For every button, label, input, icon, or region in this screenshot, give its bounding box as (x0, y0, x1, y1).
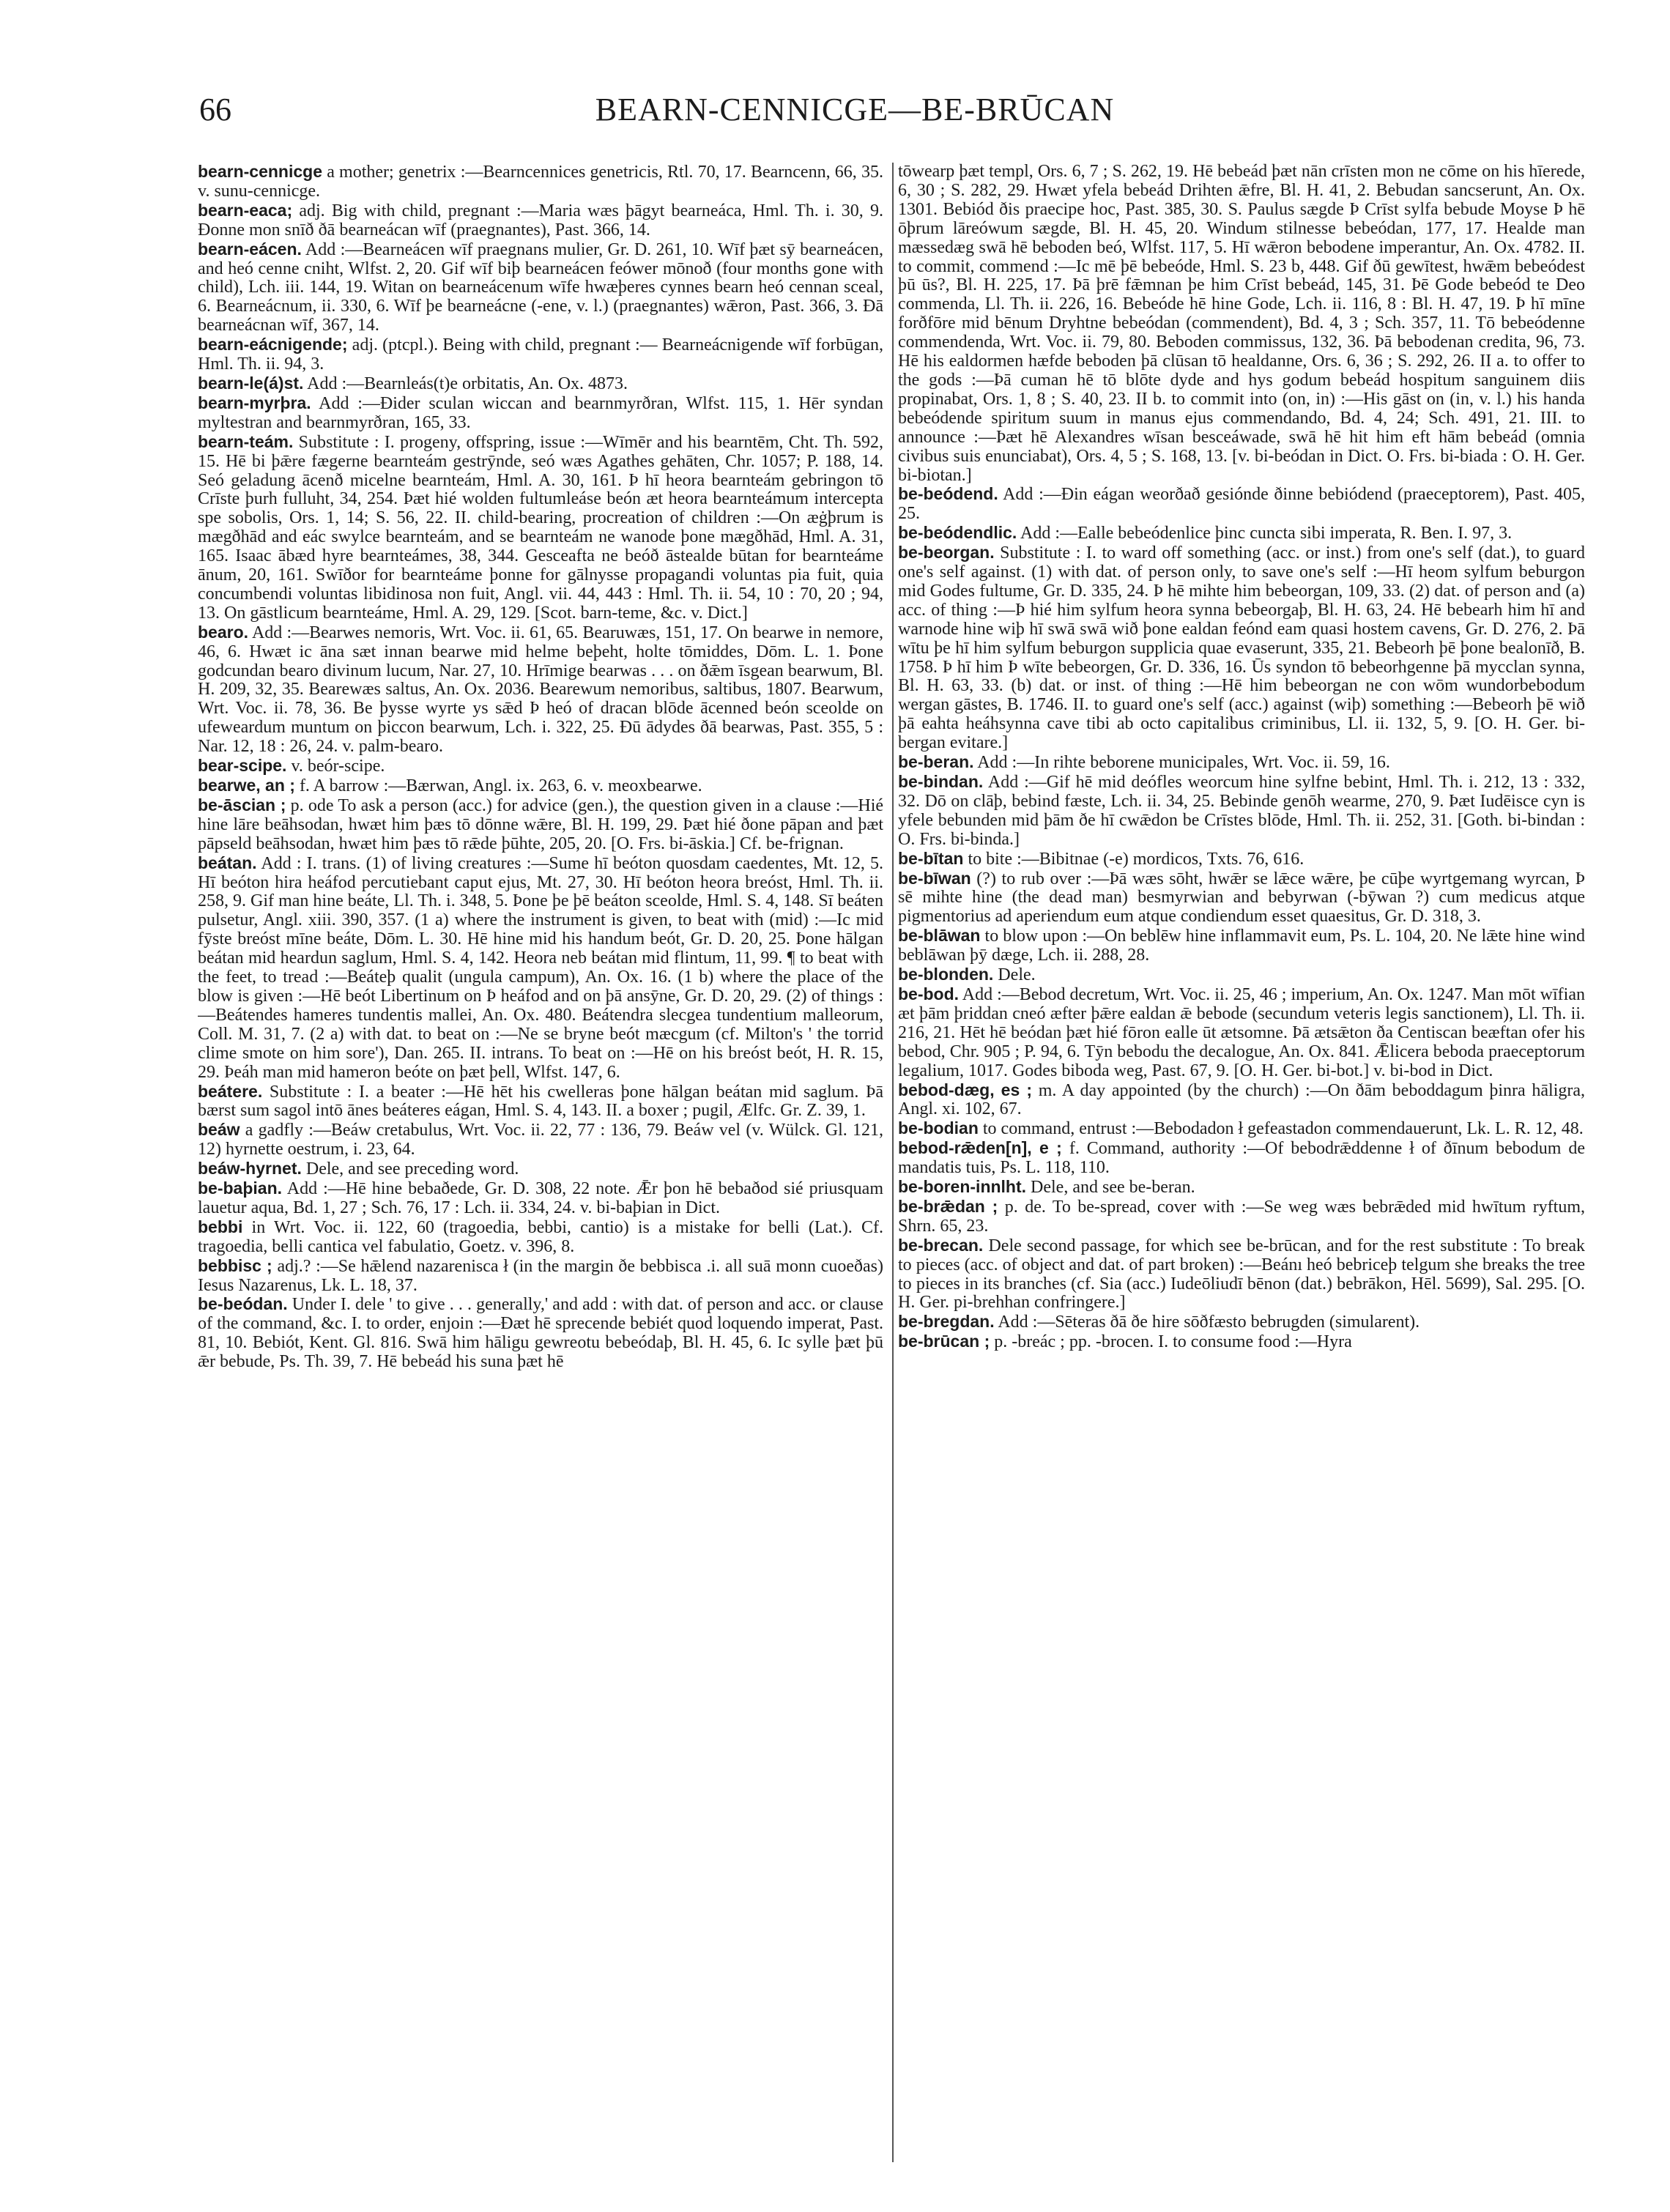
entry-headword: bebbi (198, 1217, 243, 1236)
dictionary-entry (898, 163, 1585, 485)
entry-headword: bearo. (198, 622, 249, 642)
entry-text: Dele, and see be-beran. (1031, 1178, 1195, 1198)
entry-text: f. A barrow :—Bærwan, Angl. ix. 263, 6. v. meoxbearwe. (299, 776, 702, 795)
entry-text: p. de. To be-spread, cover with :—Se weg wæs bebrǣded mid hwītum ryftum, Shrn. 65, 23. (898, 1197, 1585, 1236)
entry-text: a gadfly :—Beáw cretabulus, Wrt. Voc. ii. 22, 77 : 136, 79. Beáw vel (v. Wülck. Gl. 121, 12) hyrnette oestrum, i. 23, 64. (198, 1121, 883, 1159)
dictionary-entry (198, 1083, 883, 1121)
right-column (898, 163, 1585, 2177)
dictionary-entry (898, 773, 1585, 850)
entry-headword: be-āscian ; (198, 795, 286, 814)
entry-headword: bearn-myrþra. (198, 393, 311, 412)
entry-headword: be-boren-innlht. (898, 1177, 1027, 1197)
dictionary-entry (898, 927, 1585, 965)
entry-text: to command, entrust :—Bebodadon ł gefeastadon commendauerunt, Lk. L. R. 12, 48. (982, 1119, 1584, 1139)
entry-headword: be-beorgan. (898, 543, 995, 563)
dictionary-entry (198, 1179, 883, 1218)
dictionary-entry (198, 374, 883, 394)
entry-headword: be-brecan. (898, 1235, 984, 1255)
entry-text: Add :—Gif hē mid deófles weorcum hine sylfne bebint, Hml. Th. i. 212, 13 : 332, 32. Dō on clāþ, bebind fæste, Lch. ii. 34, 25. Bebinde genōh wearme, 270, 9. Þæt Iudēisce cyn is yfele bebunden mid þām ðe hī cwǣdon be Crīstes blōde, Hml. Th. ii. 252, 31. [Goth. bi-bindan : O. Frs. bi-binda.] (898, 773, 1585, 849)
dictionary-entry (198, 854, 883, 1083)
entry-headword: beátere. (198, 1081, 263, 1101)
entry-text: in Wrt. Voc. ii. 122, 60 (tragoedia, bebbi, cantio) is a mistake for belli (Lat.). Cf. tragoedia, belli cantica vel fabulatio, Goetz. v. 396, 8. (198, 1217, 883, 1256)
entry-headword: be-bīwan (898, 868, 971, 888)
entry-headword: bearn-eácen. (198, 239, 302, 259)
entry-text: Dele, and see preceding word. (305, 1159, 519, 1179)
entry-text: Dele second passage, for which see be-brūcan, and for the rest substitute : To break to pieces (acc. of object and dat. of part broken) :—Beánı heó bebriceþ telgum she breaks the tree to pieces in its branches (cf. Sia (acc.) Iudeōliudī bēnon (dat.) bebrākon, Hēl. 5699), Sal. 295. [O. H. Ger. pi-brehhan confringere.] (898, 1236, 1585, 1313)
dictionary-entry (198, 623, 883, 757)
column-divider (892, 163, 894, 2162)
entry-text: to bite :—Bibitnae (-e) mordicos, Txts. 76, 616. (968, 849, 1305, 869)
entry-text: f. Command, authority :—Of bebodrǣddenne ł of ðīnum bebodum de mandatis tuis, Ps. L. 118, 110. (898, 1139, 1585, 1178)
entry-text: p. ode To ask a person (acc.) for advice (gen.), the question given in a clause :—Hié hine lāre beāhsodan, hwæt him þæs tō dōnne wǣre, Bl. H. 199, 29. Þæt hié ðone pāpan and þæt pāpseld beāhsodan, hwæt him þæs tō rǣde þūhte, 205, 20. [O. Frs. bi-āskia.] Cf. be-frignan. (198, 795, 883, 853)
entry-headword: beáw (198, 1120, 240, 1140)
entry-text: Add :—Ðin eágan weorðað gesióndе ðinne bebiódend (praeceptorem), Past. 405, 25. (898, 485, 1585, 524)
entry-headword: be-bregdan. (898, 1312, 995, 1332)
entry-headword: bebod-dæg, es ; (898, 1080, 1033, 1099)
dictionary-entry (198, 433, 883, 623)
entry-text: Dele. (998, 965, 1036, 985)
entry-headword: bearn-teám. (198, 431, 294, 451)
dictionary-entry (898, 1332, 1585, 1352)
dictionary-entry (198, 776, 883, 796)
entry-headword: beáw-hyrnet. (198, 1159, 302, 1179)
entry-text: Substitute : I. to ward off something (acc. or inst.) from one's self (dat.), to guard one's self against. (1) with dat. of person only, to save one's self :—Hī heom sylfum beburgon mid Godes fultume, Gr. D. 335, 24. Þ hē mihte him bebeorgan, 109, 33. (2) dat. of person and (a) acc. of thing :—Þ hié him sylfum heora synna bebeorgaþ, Bl. H. 63, 24. Hē bebearh him hī and warnode hine wiþ hī swā swā wið þone ealdan feónd eam quasi hostem cavens, Gr. D. 276, 2. Þā wītu þe hī him sylfum beburgon supplicia quae evaserunt, 335, 21. Bebeorh þē þone bealonīð, B. 1758. Þ hī him Þ wīte bebeorgen, Gr. D. 336, 16. Ūs syndon tō bebeorhgenne þā mycclan synna, Bl. H. 63, 33. (b) dat. or inst. of thing :—Hē him bebeorgan ne con wōm wundorbebodum wergan gāstes, B. 1746. II. to guard one's self (acc.) against (wiþ) something :—Bebeorh þē wið þā eahta heáhsynna cave tibi ab octo capitalibus criminibus, Ll. ii. 132, 5, 9. [O. H. Ger. bi-bergan evitare.] (898, 543, 1585, 753)
entry-text: to blow upon :—On beblēw hine inflammavit eum, Ps. L. 104, 20. Ne lǣte hine wind beblāwan þȳ dæge, Lch. ii. 288, 28. (898, 927, 1585, 965)
dictionary-entry (898, 1119, 1585, 1139)
entry-text: (?) to rub over :—Þā wæs sōht, hwǣr se lǣce wǣre, þe cūþe wyrtgemang wyrcan, Þ sē mihte hine (the dead man) besmyrwian and bebyrwan (-bȳwan ?) cum medicus atque pigmentorius ad aperiendum eum atque condiendum esset quaesitus, Gr. D. 318, 3. (898, 869, 1585, 927)
dictionary-entry (198, 1257, 883, 1296)
page-number: 66 (199, 92, 231, 127)
dictionary-entry (198, 163, 883, 201)
dictionary-entry (898, 869, 1585, 927)
dictionary-entry (898, 543, 1585, 753)
entry-text: Under I. dele ' to give . . . generally,' and add : with dat. of person and acc. or clause of the command, &c. I. to order, enjoin :—Ðæt hē sprecende bebiét quod loquendo imperat, Past. 81, 10. Bebiót, Kent. Gl. 816. Swā him hāligu gewreotu bebeódaþ, Bl. H. 45, 6. Ic sylle þæt þū ǣr bebude, Ps. Th. 39, 7. Hē bebeád his suna þæt hē (198, 1295, 883, 1372)
entry-text: adj. (ptcpl.). Being with child, pregnant :— Bearneácnigende wīf forbūgan, Hml. Th. ii. 94, 3. (198, 335, 883, 374)
entry-headword: bearwe, an ; (198, 776, 295, 795)
entry-headword: be-blonden. (898, 965, 994, 984)
running-title: BEARN-CENNICGE—BE-BRŪCAN (595, 92, 1115, 127)
entry-text: Add : I. trans. (1) of living creatures :—Sume hī beóton quosdam caedentes, Mt. 12, 5. Hī beóton hira heáfod percutiebant caput ejus, Mt. 27, 30. Hī beóton heora breóst, Hml. Th. ii. 258, 9. Gif man hine beáte, Ll. Th. i. 348, 5. Þone þe þē beáton sceolde, Hml. S. 4, 148. Sī beáten pulsetur, Angl. xiii. 390, 357. (1 a) where the instrument is given, to beat with (mid) :—Ic mid fȳste breóst mīne beáte, Dōm. L. 30. Hē hine mid his handum beót, Gr. D. 20, 25. Þone hālgan beátan mid heardun saglum, Hml. S. 4, 142. Heora neb beátan mid flintum, 11, 99. ¶ to beat with the feet, to tread :—Beáteþ qualit (ungula campum), An. Ox. 16. (1 b) where the place of the blow is given :—Hē beót Libertinum on Þ heáfod and on þā ansȳne, Gr. D. 20, 29. (2) of things :—Beátendes hameres tundentis mallei, An. Ox. 480. Beátendra slecgea tundentium malleorum, Coll. M. 31, 7. (2 a) with dat. to beat on :—Ne se bryne beót mæcgum (cf. Milton's ' the torrid clime smote on him sore'), Dan. 265. II. intrans. To beat on :—Hē on his breóst beót, H. R. 15, 29. Þeáh man mid hameron beóte on þæt þell, Wlfst. 147, 6. (198, 853, 883, 1082)
dictionary-entry (198, 796, 883, 854)
entry-headword: be-bītan (898, 848, 964, 868)
entry-text: v. beór-scipe. (291, 757, 385, 776)
entry-headword: be-blāwan (898, 926, 981, 946)
dictionary-entry (198, 394, 883, 433)
entry-text: Add :—In rihte beborene municipales, Wrt. Voc. ii. 59, 16. (977, 753, 1390, 773)
entry-headword: be-bindan. (898, 772, 984, 791)
entry-headword: bear-scipe. (198, 756, 287, 776)
entry-headword: be-brǣdan ; (898, 1196, 998, 1216)
dictionary-entry (898, 850, 1585, 869)
entry-headword: bearn-cennicge (198, 163, 322, 181)
entry-headword: be-brūcan ; (898, 1332, 990, 1351)
dictionary-entry (898, 1139, 1585, 1178)
entry-text: adj.? :—Se hǣlend nazarenisca ł (in the margin ðe bebbisca .i. all suā monn cuoeðas) Iesus Nazarenus, Lk. L. 18, 37. (198, 1256, 883, 1295)
entry-text: m. A day appointed (by the church) :—On ðām beboddagum þinra hāligra, Angl. xi. 102, 67. (898, 1080, 1585, 1119)
entry-headword: bebbisc ; (198, 1255, 272, 1275)
page-header (199, 91, 1510, 135)
entry-headword: bearn-eácnigende; (198, 335, 348, 355)
dictionary-entry (898, 1178, 1585, 1198)
entry-headword: bebod-rǣden[n], e ; (898, 1138, 1062, 1158)
dictionary-entry (898, 985, 1585, 1081)
entry-text: p. -breác ; pp. -brocen. I. to consume food :—Hyra (994, 1332, 1352, 1352)
entry-headword: be-beódendlic. (898, 523, 1017, 543)
entry-text: Substitute : I. progeny, offspring, issue :—Wīmēr and his bearntēm, Cht. Th. 592, 15. Hē bi þǣre fægerne bearnteám gestrȳnde, seó wæs Agathes gehāten, Chr. 1057; P. 188, 14. Seó geladung ācenð micelne bearnteám, Hml. A. 30, 161. Þ hī heora bearnteám gebringon tō Crīste þurh fulluht, 34, 254. Þæt hié wolden fultumleáse beón æt heora bearnteámum intercepta spe sobolis, Ors. 1, 14; S. 56, 22. II. child-bearing, procreation of children :—On æġþrum is mægðhād and eác swylce bearnteám, and se bearnteám ne wanode þone mægðhād, Hml. A. 31, 165. Isaac ābæd hyre bearnteámes, 38, 344. Gesceafta ne beóð āstealde būtan for bearnteáme ānum, 20, 161. Swīðor for bearnteáme þonne for gālnysse propagandi voluntas pia fuit, quia concumbendi voluntas libidinosa non fuit, Angl. vii. 44, 443 : Hml. Th. ii. 54, 10 : 70, 20 ; 94, 13. On gāstlicum bearnteáme, Hml. A. 29, 129. [Scot. barn-teme, &c. v. Dict.] (198, 432, 883, 623)
dictionary-entry (198, 240, 883, 336)
entry-text: Add :—Bearneácen wīf praegnans mulier, Gr. D. 261, 10. Wīf þæt sȳ bearneácen, and heó cenne cniht, Wlfst. 2, 20. Gif wīf biþ bearneácen feówer mōnoð (four months gone with child), Lch. iii. 144, 19. Witan on bearneácenum wīfe hwæþeres cynnes bearn heó cennan sceal, 6. Bearneácnum, ii. 330, 6. Wīf þe bearneácne (-ene, v. l.) (praegnantes) wǣron, Past. 366, 3. Ðā bearneácnan wīf, 367, 14. (198, 240, 883, 335)
entry-headword: be-bodian (898, 1118, 979, 1138)
entry-headword: bearn-le(á)st. (198, 373, 304, 393)
entry-text: Substitute : I. a beater :—Hē hēt his cwelleras þone hālgan beátan mid saglum. Þā bærst sum sagol intō ānes beáteres eágan, Hml. S. 4, 143. II. a boxer ; pugil, Ælfc. Gr. Z. 39, 1. (198, 1082, 883, 1121)
entry-text: Add :—Ealle bebeódenlice þinc cuncta sibi imperata, R. Ben. I. 97, 3. (1020, 524, 1513, 543)
dictionary-entry (898, 753, 1585, 773)
entry-headword: be-beódan. (198, 1294, 288, 1314)
entry-headword: be-baþian. (198, 1179, 283, 1198)
dictionary-entry (198, 1218, 883, 1257)
entry-text: Add :—Ðider sculan wiccan and bearnmyrðran, Wlfst. 115, 1. Hēr syndan myltestran and bearnmyrðran, 165, 33. (198, 393, 883, 432)
dictionary-entry (898, 965, 1585, 985)
dictionary-entry (898, 1236, 1585, 1313)
entry-text: Add :—Sēteras ðā ðe hire sōðfæsto bebrugden (simularent). (998, 1313, 1420, 1332)
entry-headword: be-beran. (898, 752, 974, 772)
dictionary-entry (898, 524, 1585, 543)
dictionary-entry (198, 1295, 883, 1372)
entry-text: tōwearp þæt templ, Ors. 6, 7 ; S. 262, 19. Hē bebeád þæt nān crīsten mon ne cōme on his hīerede, 6, 30 ; S. 282, 29. Hwæt yfela bebeád Drihten ǣfre, Bl. H. 41, 2. Bebudan sancserunt, An. Ox. 1301. Bebiód ðis praecipe hoc, Past. 385, 30. S. Paulus sægde Þ Crīst sylfa bebude Moyse Þ hē ōþrum lāreówum sægde, Bl. H. 45, 20. Windum stilnesse bebeódan, 177, 17. Healde man mæssedæg swā hē beboden beó, Wlfst. 117, 5. Hī wǣron bebodene imperantur, An. Ox. 4782. II. to commit, commend :—Ic mē þē bebeóde, Hml. S. 23 b, 448. Gif ðū gewītest, hwǣm bebeódest þū ūs?, Bl. H. 225, 17. Þā þrē fǣmnan þe him Crīst bebeád, 145, 31. Þē Gode bebeód te Deo commenda, Ll. Th. ii. 226, 16. Bebeóde hē hine Gode, Lch. ii. 116, 8 : Bl. H. 47, 19. Þ hī mīne forðfōre mid bēnum Dryhtne bebeódan (commendent), Bd. 4, 3 ; Sch. 357, 11. Tō bebeódenne commendenda, Wrt. Voc. ii. 79, 80. Beboden commissus, 132, 36. Þā bebodenan credita, 96, 73. Hē his ealdormen hæfde beboden þā clūsan tō healdanne, Ors. 6, 36 ; S. 292, 26. II a. to offer to the gods :—Þā cuman hē tō blōte dyde and hys godum bebeád hospitum sanguinem diis propinabat, Ors. 1, 8 ; S. 40, 23. II b. to commit into (on, in) :—His gāst on (in, v. l.) his handa bebeódende spiritum suum in manus ejus commendando, Bd. 4, 24; Sch. 491, 21. III. to announce :—Þæt hē Alexandres wīsan besceáwade, swā hē hit him eft hām bebeád (omnia civibus suis enunciabat), Ors. 4, 5 ; S. 168, 13. [v. bi-beódan in Dict. O. Frs. bi-biada : O. H. Ger. bi-biotan.] (898, 163, 1585, 485)
left-column (198, 163, 883, 2177)
dictionary-entry (198, 1159, 883, 1179)
dictionary-entry (898, 1198, 1585, 1236)
entry-text: a mother; genetrix :—Bearncennices genetricis, Rtl. 70, 17. Bearncenn, 66, 35. v. sunu-cennicge. (198, 163, 883, 201)
entry-text: Add :—Bebod decretum, Wrt. Voc. ii. 25, 46 ; imperium, An. Ox. 1247. Man mōt wīfian æt þām þriddan cneó æfter þǣre ealdan ǣ bebode (secundum veteris legis sanctionem), Ll. Th. ii. 216, 21. Hēt hē beódan þæt hié fōron ealle ūt ætsomne. Þā ætsǣton ða Centiscan beæftan ofer his bebod, Chr. 905 ; P. 94, 6. Tȳn bebodu the decalogue, An. Ox. 841. Ǣlicera beboda praeceptorum legalium, 1017. Godes biboda weg, Past. 67, 9. [O. H. Ger. bi-bot.] v. bi-bod in Dict. (898, 984, 1585, 1080)
entry-text: adj. Big with child, pregnant :—Maria wæs þāgyt bearneáca, Hml. Th. i. 30, 9. Ðonne mon snīð ðā bearneácan wīf (praegnantes), Past. 366, 14. (198, 201, 883, 240)
dictionary-entry (898, 1081, 1585, 1120)
entry-headword: be-beódend. (898, 484, 998, 504)
entry-headword: bearn-eaca; (198, 200, 293, 220)
dictionary-entry (198, 335, 883, 374)
dictionary-entry (198, 1121, 883, 1159)
entry-text: Add :—Bearnleás(t)e orbitatis, An. Ox. 4873. (307, 374, 628, 393)
entry-headword: be-bod. (898, 984, 960, 1003)
entry-text: Add :—Bearwes nemoris, Wrt. Voc. ii. 61, 65. Bearuwæs, 151, 17. On bearwe in nemore, 46, 6. Hwæt ic āna sæt innan bearwe mid helme beþeht, holte tōmiddes, Dōm. L. 1. Þone godcundan bearo divinum lucum, Nar. 27, 10. Hrīmige bearwas . . . on ðǣm īsgean bearwum, Bl. H. 209, 32, 35. Bearewæs saltus, An. Ox. 2036. Bearewum nemoribus, saltibus, 1807. Bearwum, Wrt. Voc. ii. 78, 36. Be þysse wyrte ys sǣd Þ heó of dracan blōde ācenned beón sceolde on ufeweardum muntum on þiccon bearwum, Lch. i. 322, 25. Ðū ādydes ðā bearwas, Past. 355, 5 : Nar. 12, 18 : 26, 24. v. palm-bearo. (198, 623, 883, 757)
dictionary-entry (198, 757, 883, 776)
entry-headword: beátan. (198, 853, 257, 872)
dictionary-entry (898, 485, 1585, 524)
dictionary-entry (198, 201, 883, 240)
dictionary-entry (898, 1313, 1585, 1332)
entry-text: Add :—Hē hine bebaðede, Gr. D. 308, 22 note. Ǣr þon hē bebaðod sié priusquam lauetur aqua, Bd. 1, 27 ; Sch. 76, 17 : Lch. ii. 334, 24. v. bi-baþian in Dict. (198, 1179, 883, 1217)
